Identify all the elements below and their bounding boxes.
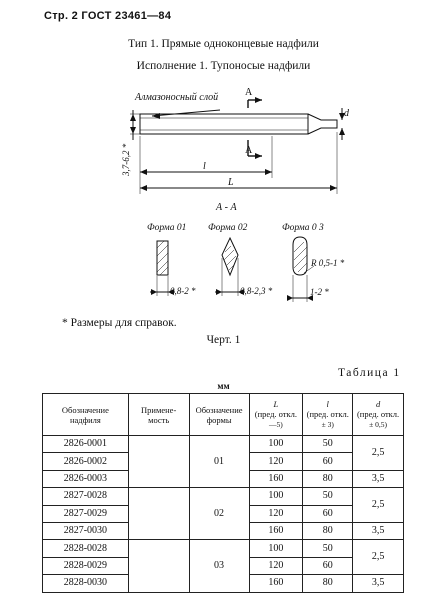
form-03-label: Форма 0 3 <box>282 223 324 233</box>
cell-L: 100 <box>249 488 303 505</box>
cell-L: 100 <box>249 436 303 453</box>
drawing-caption: Черт. 1 <box>206 334 241 346</box>
cell-d: 3,5 <box>353 522 404 539</box>
cell-form: 02 <box>189 488 249 540</box>
dim-l-label: l <box>203 161 206 172</box>
cell-designation: 2827-0029 <box>43 505 129 522</box>
form-02-label: Форма 02 <box>208 223 248 233</box>
type-title: Тип 1. Прямые одноконцевые надфили <box>128 38 319 50</box>
cell-L: 100 <box>249 540 303 557</box>
cell-l: 60 <box>303 453 353 470</box>
execution-title: Исполнение 1. Тупоносые надфили <box>136 60 311 72</box>
cell-L: 160 <box>249 470 303 487</box>
cell-l: 80 <box>303 522 353 539</box>
cell-designation: 2828-0028 <box>43 540 129 557</box>
cell-designation: 2826-0001 <box>43 436 129 453</box>
cell-l: 50 <box>303 488 353 505</box>
dim-form-03-radius: R 0,5-1 * <box>311 258 345 268</box>
cell-designation: 2828-0030 <box>43 575 129 592</box>
cell-l: 60 <box>303 505 353 522</box>
section-mark-a-bottom: A <box>245 145 253 156</box>
table-row <box>43 436 404 453</box>
dim-d-label: d <box>344 108 349 119</box>
diamond-layer-label: Алмазоносный слой <box>135 92 219 103</box>
cell-l: 50 <box>303 540 353 557</box>
table-title: Таблица 1 <box>338 367 401 379</box>
header-l: l (пред. откл. ± 3) <box>303 394 353 436</box>
header-d: d (пред. откл. ± 0,5) <box>353 394 404 436</box>
cell-L: 160 <box>249 522 303 539</box>
cell-L: 120 <box>249 505 303 522</box>
cell-L: 120 <box>249 557 303 574</box>
page-header: Стр. 2 ГОСТ 23461—84 <box>44 10 172 22</box>
cell-designation: 2826-0003 <box>43 470 129 487</box>
header-L: L (пред. откл. —5) <box>249 394 303 436</box>
section-label: А - А <box>216 202 237 213</box>
cell-designation: 2826-0002 <box>43 453 129 470</box>
dim-form-01: 0,8-2 * <box>170 286 196 296</box>
diamond-layer-leader <box>152 110 220 116</box>
cell-d: 2,5 <box>353 488 404 523</box>
units-label: мм <box>217 381 230 391</box>
cell-d: 2,5 <box>353 436 404 471</box>
header-application: Примене- мость <box>128 394 189 436</box>
cell-l: 60 <box>303 557 353 574</box>
section-mark-a-top: A <box>245 87 253 98</box>
cell-application <box>128 436 189 488</box>
cell-designation: 2828-0029 <box>43 557 129 574</box>
technical-drawing <box>100 80 350 315</box>
cell-L: 160 <box>249 575 303 592</box>
dim-form-02: 0,8-2,3 * <box>240 286 273 296</box>
cell-form: 01 <box>189 436 249 488</box>
dim-shank-label: 3,7-6,2 * <box>121 143 131 176</box>
dim-form-03-width: 1-2 * <box>310 287 329 297</box>
cell-l: 80 <box>303 575 353 592</box>
file-tip <box>308 114 337 134</box>
cell-application <box>128 488 189 540</box>
form-03-profile <box>293 237 307 275</box>
cell-d: 2,5 <box>353 540 404 575</box>
cell-form: 03 <box>189 540 249 592</box>
cell-d: 3,5 <box>353 470 404 487</box>
header-form: Обозначение формы <box>189 394 249 436</box>
form-01-label: Форма 01 <box>147 223 187 233</box>
table-row <box>43 488 404 505</box>
cell-L: 120 <box>249 453 303 470</box>
files-table <box>42 393 404 593</box>
header-designation: Обозначение надфиля <box>43 394 129 436</box>
cell-l: 50 <box>303 436 353 453</box>
table-header-row <box>43 394 404 436</box>
table-row <box>43 540 404 557</box>
cell-l: 80 <box>303 470 353 487</box>
cell-application <box>128 540 189 592</box>
footnote: * Размеры для справок. <box>62 317 177 329</box>
cell-designation: 2827-0030 <box>43 522 129 539</box>
dim-big-l-label: L <box>228 177 234 188</box>
file-body <box>140 114 308 134</box>
cell-d: 3,5 <box>353 575 404 592</box>
cell-designation: 2827-0028 <box>43 488 129 505</box>
